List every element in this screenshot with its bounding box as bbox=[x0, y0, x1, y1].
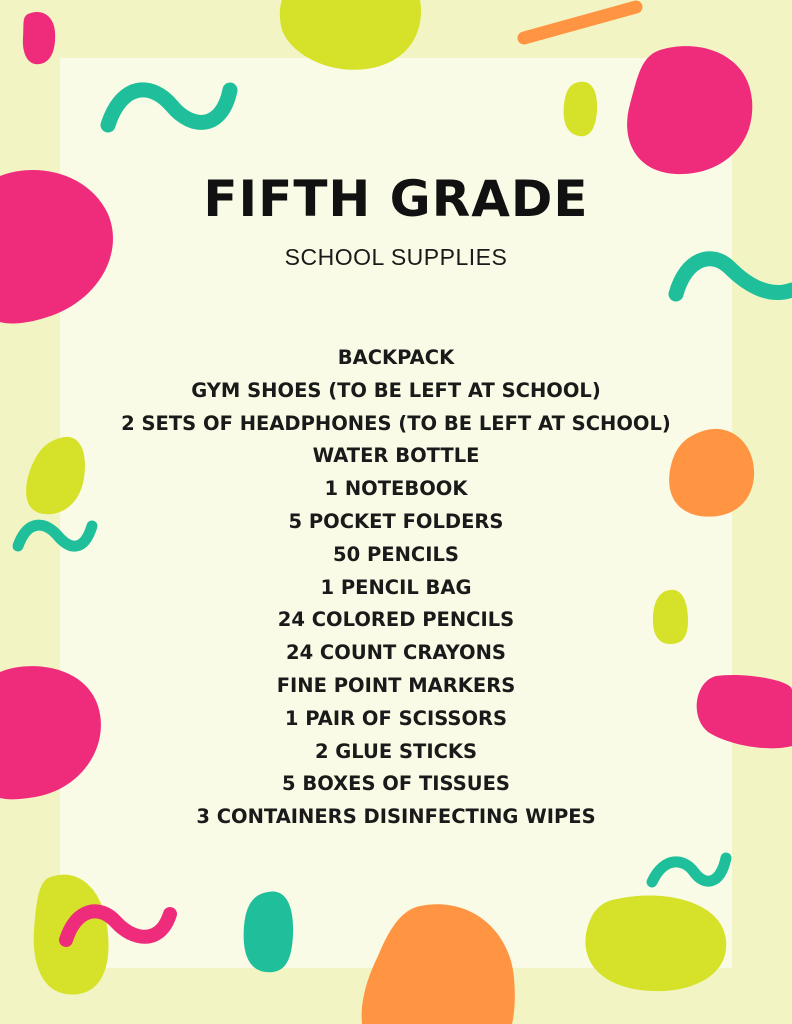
supply-item: 2 GLUE STICKS bbox=[314, 739, 478, 763]
orange-stroke-top-right bbox=[524, 7, 636, 38]
teal-blob-bottom bbox=[244, 891, 293, 972]
supply-item: 50 PENCILS bbox=[333, 542, 459, 566]
supply-item: 1 NOTEBOOK bbox=[324, 477, 468, 501]
page-title: FIFTH GRADE bbox=[203, 170, 589, 228]
supply-item: 2 SETS OF HEADPHONES (TO BE LEFT AT SCHOOL) bbox=[121, 411, 671, 435]
supply-item: FINE POINT MARKERS bbox=[276, 673, 516, 697]
supply-item: WATER BOTTLE bbox=[312, 444, 480, 468]
pink-blob-top-left bbox=[23, 12, 55, 64]
supply-item: 1 PAIR OF SCISSORS bbox=[284, 706, 508, 730]
supply-item: 1 PENCIL BAG bbox=[320, 575, 472, 599]
supply-item: GYM SHOES (TO BE LEFT AT SCHOOL) bbox=[191, 378, 601, 402]
page-subtitle: SCHOOL SUPPLIES bbox=[284, 244, 508, 270]
orange-blob-bottom bbox=[362, 904, 515, 1024]
supply-item: 24 COUNT CRAYONS bbox=[286, 641, 506, 665]
supply-item: 24 COLORED PENCILS bbox=[277, 608, 515, 632]
lime-blob-top-right-small bbox=[564, 82, 598, 136]
supply-item: 5 POCKET FOLDERS bbox=[288, 509, 504, 533]
teal-squiggle-bottom-right bbox=[652, 858, 726, 882]
pink-blob-top-right bbox=[627, 46, 752, 174]
supply-item: 3 CONTAINERS DISINFECTING WIPES bbox=[196, 805, 596, 829]
supply-item: BACKPACK bbox=[337, 346, 455, 369]
supply-list bbox=[0, 342, 792, 834]
lime-blob-bottom-right bbox=[585, 896, 726, 992]
teal-squiggle-top-left bbox=[108, 90, 230, 125]
supply-item: 5 BOXES OF TISSUES bbox=[282, 772, 510, 796]
lime-blob-top-center bbox=[280, 0, 421, 70]
